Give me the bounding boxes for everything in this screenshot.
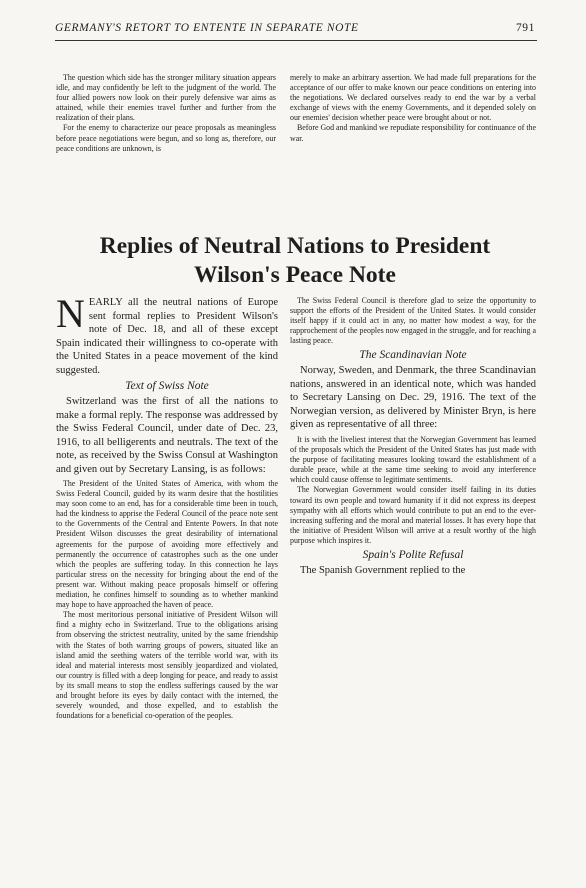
page-number: 791 <box>515 22 535 34</box>
swiss-note-paragraph: The most meritorious personal initiative of President Wilson will find a mighty echo in Switzerland. True to the obligations arising from observing the strictest neutrality, united by the same friendship with the States of both warring groups of powers, situated like an island amid the seething waters of the terrible world war, with its ideal and material interests most sensibly jeopardized and violated, our country is filled with a deep longing for peace, and ready to assist by its small means to stop the endless sufferings caused by the war and brought before its eyes by daily contact with the interned, the severely wounded, and those expelled, and to establish the foundations for a beneficial co-operation of the peoples. <box>56 610 278 721</box>
swiss-note-subhead: Text of Swiss Note <box>125 380 209 392</box>
article-right-column <box>290 296 536 578</box>
spain-subhead: Spain's Polite Refusal <box>362 549 464 561</box>
header-rule <box>55 40 537 41</box>
headline-line-1: Replies of Neutral Nations to President <box>99 233 491 259</box>
intro-text: EARLY all the neutral nations of Europe sent formal replies to President Wilson's note of Dec. 18, and all of these except Spain indicated their willingness to co-operate with the United States in a peace movement of the kind suggested. <box>56 297 278 376</box>
intro-paragraph <box>56 291 278 377</box>
scandinavian-lead-paragraph: Norway, Sweden, and Denmark, the three Scandinavian nations, answered in an identical note, which was handed to Secretary Lansing on Dec. 29, 1916. The text of the Norwegian version, as delivered by Minister Bryn, is here given as representative of all three: <box>290 365 536 431</box>
headline-line-2: Wilson's Peace Note <box>194 261 396 288</box>
paragraph: The question which side has the stronger military situation appears idle, and may confidently be left to the judgment of the world. The four allied powers now look on their purely defensive war aims as attained, while their enemies travel further and further from the realization of their plans. <box>56 73 276 123</box>
spain-lead-paragraph: The Spanish Government replied to the <box>300 565 466 576</box>
continued-text-right-column <box>290 73 536 144</box>
paragraph: Before God and mankind we repudiate responsibility for continuance of the war. <box>290 123 536 143</box>
continued-text-left-column <box>56 73 276 154</box>
scandinavian-note-subhead: The Scandinavian Note <box>359 349 467 362</box>
running-head <box>55 22 535 38</box>
article-headline <box>40 232 550 289</box>
norwegian-note-paragraph: The Norwegian Government would consider itself failing in its duties toward its own people and toward humanity if it did not express its deepest sympathy with all efforts which would contribute to put an end to the ever-increasing suffering and the moral and material losses. It has every hope that the initiative of President Wilson will arrive at a result worthy of the high purpose which inspires it. <box>290 485 536 545</box>
swiss-lead-paragraph: Switzerland was the first of all the nations to make a formal reply. The response was addressed by the Swiss Federal Council, under date of Dec. 23, 1916, to all belligerents and neutrals. The text of the note, as received by the Swiss Consul at Washington and given out by Secretary Lansing, is as follows: <box>56 396 278 475</box>
swiss-note-paragraph: The Swiss Federal Council is therefore glad to seize the opportunity to support the efforts of the President of the United States. It would consider itself happy if it could act in any, no matter how modest a way, for the rapprochement of the peoples now engaged in the struggle, and for reaching a lasting peace. <box>290 296 536 346</box>
running-head-title: GERMANY'S RETORT TO ENTENTE IN SEPARATE NOTE <box>55 22 359 34</box>
drop-cap: N <box>56 291 85 336</box>
paragraph: merely to make an arbitrary assertion. We had made full preparations for the acceptance of our offer to make known our peace conditions on entering into the negotiations. We declared ourselves ready to end the war by a verbal exchange of views with the enemy Governments, and it depended solely on our enemies' decision whether peace were brought about or not. <box>290 73 536 123</box>
article-left-column <box>56 291 278 721</box>
paragraph: For the enemy to characterize our peace proposals as meaningless before peace negotiations were begun, and so long as, therefore, our peace conditions are unknown, is <box>56 123 276 153</box>
norwegian-note-paragraph: It is with the liveliest interest that the Norwegian Government has learned of the proposals which the President of the United States has just made with the purpose of facilitating measures looking toward the establishment of a durable peace, while at the same time seeking to avoid any interference which could cause offense to legitimate sentiments. <box>290 434 536 485</box>
swiss-note-paragraph: The President of the United States of America, with whom the Swiss Federal Council, guided by its warm desire that the hostilities may soon come to an end, has for a considerable time been in touch, had the kindness to apprise the Federal Council of the peace note sent to the Governments of the Central and Entente Powers. In that note President Wilson discusses the great desirability of international agreements for the purpose of avoiding more effectively and permanently the occurrence of catastrophes such as the one under which the peoples are suffering today. In this connection he lays particular stress on the necessity for bringing about the end of the present war. Without making peace proposals himself or offering mediation, he confines himself to sounding as to whether mankind may hope to have approached the haven of peace. <box>56 479 278 610</box>
